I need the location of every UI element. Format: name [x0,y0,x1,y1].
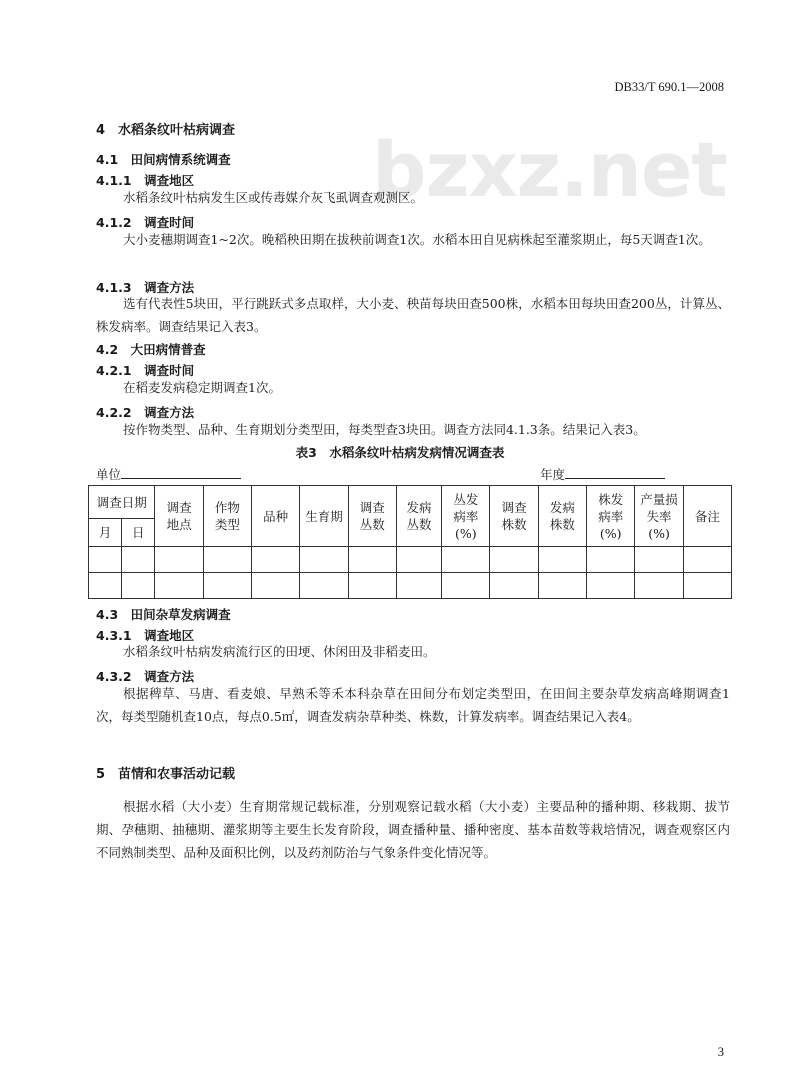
table-cell [300,547,348,573]
table-cell [348,573,396,599]
table-cell [155,573,203,599]
header-yield-loss: 产量损 失率 (%) [635,486,683,547]
header-day: 日 [122,519,155,547]
unit-field [96,465,241,483]
header-variety: 品种 [252,486,300,547]
section-4-2-1-text: 在稻麦发病稳定期调查1次。 [123,380,281,395]
table-cell [300,573,348,599]
table-cell [155,547,203,573]
disease-survey-table [88,485,732,599]
table-3-caption: 表3 水稻条纹叶枯病发病情况调查表 [295,445,505,460]
section-4-1-title: 4.1 田间病情系统调查 [96,152,231,167]
unit-label: 单位 [96,467,122,482]
header-clusters-diseased: 发病 丛数 [396,486,441,547]
header-clusters-surveyed: 调查 丛数 [348,486,396,547]
section-4-3-1-title: 4.3.1 调查地区 [96,628,195,643]
table-row [89,573,732,599]
section-4-1-2-text: 大小麦穗期调查1~2次。晚稻秧田期在拔秧前调查1次。水稻本田自见病株起至灌浆期止，每5天调查1次。 [123,232,711,247]
header-month: 月 [89,519,122,547]
section-5-title: 5 苗情和农事活动记载 [96,767,236,782]
table-cell [442,547,490,573]
section-4-3-1-text: 水稻条纹叶枯病发病流行区的田埂、休闲田及非稻麦田。 [123,644,436,659]
header-plant-rate: 株发 病率 (%) [587,486,635,547]
unit-blank-line [121,466,241,479]
table-cell [252,547,300,573]
section-4-2-title: 4.2 大田病情普查 [96,342,206,357]
section-4-1-1-title: 4.1.1 调查地区 [96,173,195,188]
year-field [540,465,665,483]
header-plants-surveyed: 调查 株数 [490,486,538,547]
table-cell [683,547,731,573]
table-cell [203,573,251,599]
year-blank-line [565,466,665,479]
section-4-2-2-text: 按作物类型、品种、生育期划分类型田，每类型查3块田。调查方法同4.1.3条。结果记入表3。 [123,422,646,437]
header-survey-date: 调查日期 [89,486,155,519]
section-4-1-3-text: 选有代表性5块田，平行跳跃式多点取样，大小麦、秧苗每块田查500株，水稻本田每块田查200丛，计算丛、株发病率。调查结果记入表3。 [96,296,730,334]
header-location: 调查 地点 [155,486,203,547]
table-cell [635,547,683,573]
table-cell [587,547,635,573]
table-cell [587,573,635,599]
section-4-2-1-title: 4.2.1 调查时间 [96,363,195,378]
section-4-3-2-text: 根据稗草、马唐、看麦娘、早熟禾等禾本科杂草在田间分布划定类型田，在田间主要杂草发病高峰期调查1次，每类型随机查10点，每点0.5㎡，调查发病杂草种类、株数，计算发病率。调查结果记入表4。 [96,686,730,724]
section-4-title: 4 水稻条纹叶枯病调查 [96,123,236,138]
header-growth-stage: 生育期 [300,486,348,547]
header-cluster-rate: 丛发 病率 (%) [442,486,490,547]
table-cell [490,547,538,573]
table-cell [683,573,731,599]
table-cell [538,573,586,599]
section-5-text: 根据水稻（大小麦）生育期常规记载标准，分别观察记载水稻（大小麦）主要品种的播种期、移栽期、拔节期、孕穗期、抽穗期、灌浆期等主要生长发育阶段，调查播种量、播种密度、基本苗数等栽培情况，调查观察区内不同熟制类型、品种及面积比例，以及药剂防治与气象条件变化情况等。 [96,799,730,860]
table-cell [89,547,122,573]
section-4-3-title: 4.3 田间杂草发病调查 [96,607,231,622]
table-cell [203,547,251,573]
section-4-1-2-title: 4.1.2 调查时间 [96,215,195,230]
header-plants-diseased: 发病 株数 [538,486,586,547]
header-crop-type: 作物 类型 [203,486,251,547]
table-cell [89,573,122,599]
table-cell [442,573,490,599]
table-row [89,547,732,573]
table-cell [122,547,155,573]
table-cell [396,547,441,573]
section-4-1-1-text: 水稻条纹叶枯病发生区或传毒媒介灰飞虱调查观测区。 [123,190,424,205]
table-cell [538,547,586,573]
section-4-1-3-title: 4.1.3 调查方法 [96,280,195,295]
table-cell [635,573,683,599]
table-cell [396,573,441,599]
year-label: 年度 [540,467,566,482]
watermark: bzxz.net [372,125,727,214]
table-cell [122,573,155,599]
section-4-2-2-title: 4.2.2 调查方法 [96,405,195,420]
section-4-3-2-title: 4.3.2 调查方法 [96,669,195,684]
table-cell [490,573,538,599]
header-remarks: 备注 [683,486,731,547]
standard-code: DB33/T 690.1—2008 [614,80,724,94]
table-cell [252,573,300,599]
page-number: 3 [717,1045,724,1059]
table-cell [348,547,396,573]
